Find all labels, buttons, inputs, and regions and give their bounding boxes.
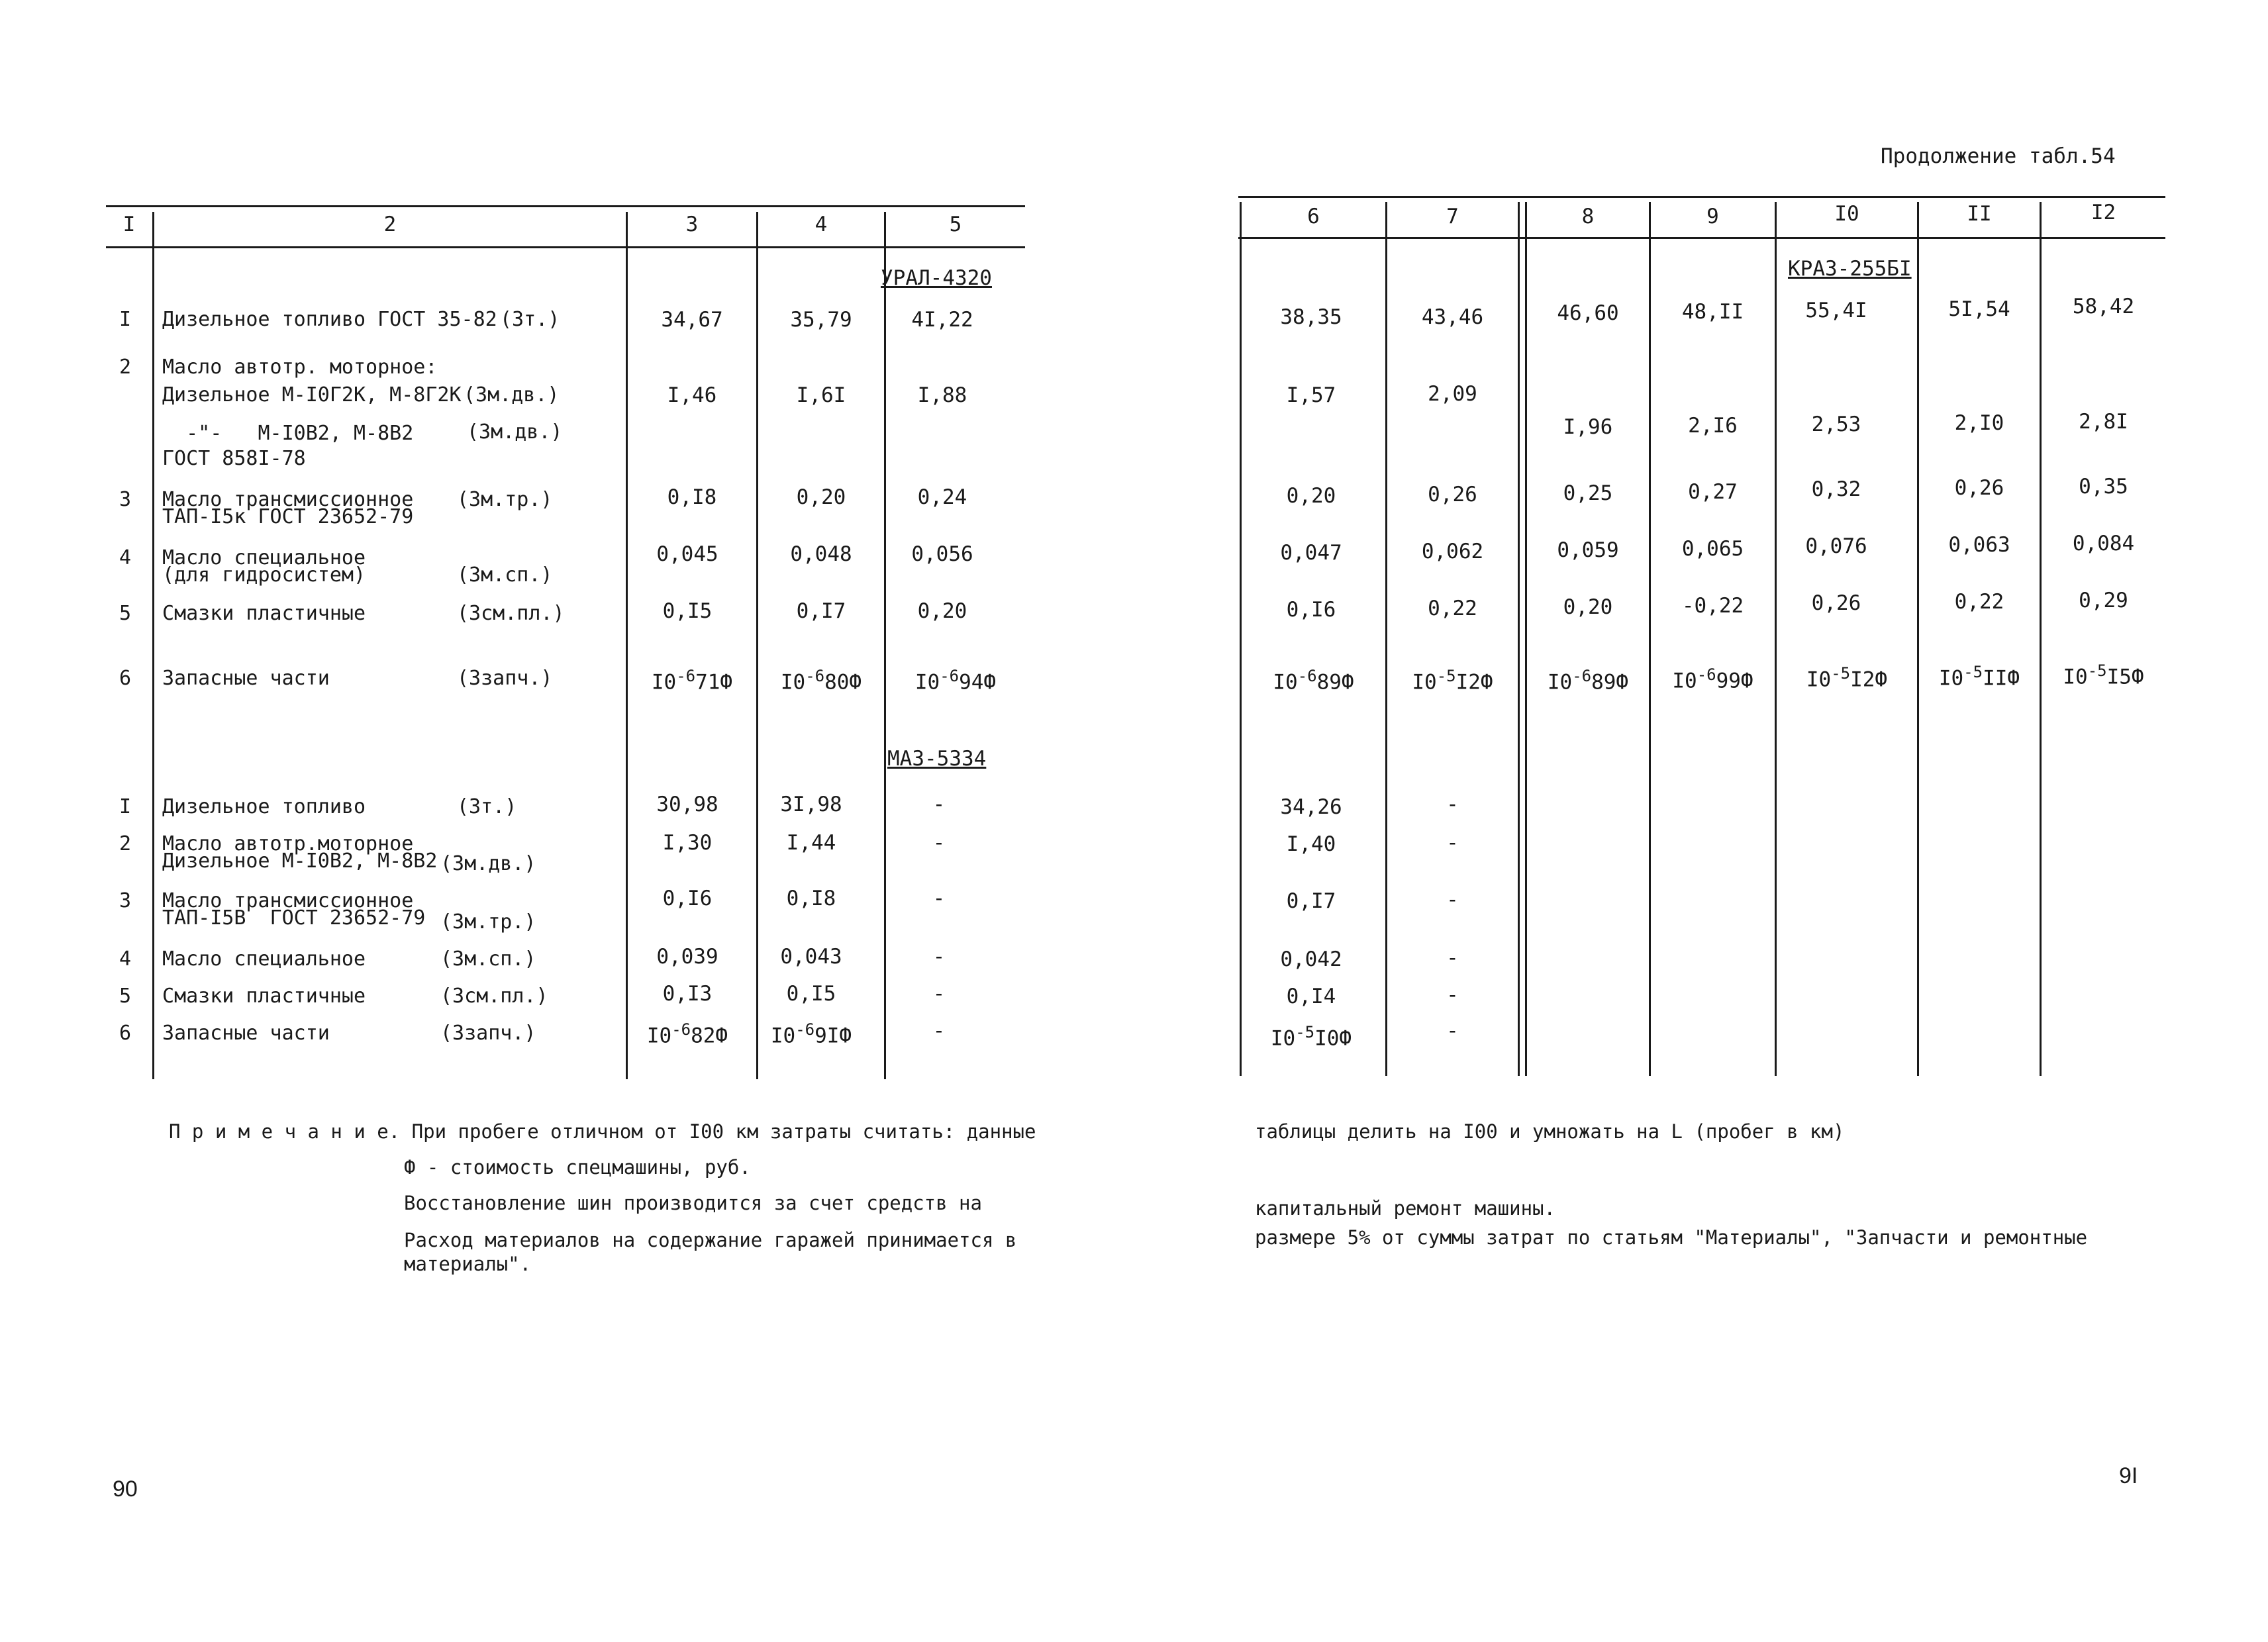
note-line: капитальный ремонт машины. <box>1255 1197 1555 1220</box>
cell-col11: $I0^{-5}IIФ$ <box>1938 663 2020 691</box>
cell-col6: 0,20 <box>1286 484 1336 508</box>
cell-col8: $I0^{-6}89Ф$ <box>1547 667 1629 695</box>
right-col-divider-5 <box>1917 202 1919 1076</box>
group-label-maz: МАЗ-5334 <box>887 747 987 771</box>
cell-col7: 0,26 <box>1428 483 1477 507</box>
note-line: таблицы делить на I00 и умножать на L (пробег в км) <box>1255 1120 1845 1143</box>
cell-col9: $I0^{-6}99Ф$ <box>1672 665 1753 693</box>
cell-col8: 46,60 <box>1557 301 1619 325</box>
cell-col10: 0,076 <box>1805 534 1867 558</box>
cell-col5: - <box>932 1019 946 1043</box>
note-line: материалы". <box>404 1253 532 1275</box>
row-number: 6 <box>119 667 132 690</box>
cell-col6: 0,I6 <box>1286 598 1336 622</box>
cell-col11: 0,22 <box>1954 590 2004 614</box>
row-label-line2: ТАП-I5В ГОСТ 23652-79 <box>162 906 426 930</box>
cell-col11: 5I,54 <box>1948 297 2010 321</box>
cell-col9: -0,22 <box>1681 594 1744 618</box>
row-label-line2: (для гидросистем) <box>162 563 366 587</box>
cell-col7: 43,46 <box>1421 305 1484 329</box>
row-label: Запасные части <box>162 667 330 690</box>
note-line: Восстановление шин производится за счет средств на <box>404 1192 982 1214</box>
cell-col12: 0,29 <box>2079 589 2128 612</box>
right-col-divider-6 <box>2040 202 2042 1076</box>
row-label-line2: Дизельное М-I0В2, М-8В2 <box>162 849 438 873</box>
left-table-header-rule <box>106 246 1025 248</box>
cell-col6: 0,047 <box>1280 541 1342 565</box>
cell-col10: 55,4I <box>1805 299 1867 322</box>
cell-col5: - <box>932 793 946 816</box>
cell-col6: I,40 <box>1286 832 1336 856</box>
right-header-col-9: 9 <box>1706 205 1719 228</box>
row-unit: (Зт.) <box>500 308 560 331</box>
row-label: Масло трансмиссионное <box>162 889 414 912</box>
cell-col5: I,88 <box>917 383 967 407</box>
cell-col12: 0,084 <box>2072 532 2135 555</box>
note-line: П р и м е ч а н и е. При пробеге отличном от I00 км затраты считать: данные <box>169 1120 1036 1143</box>
right-col-divider-2b <box>1525 202 1527 1076</box>
cell-col9: 0,27 <box>1688 480 1738 504</box>
cell-col5: 0,20 <box>917 599 967 623</box>
right-header-col-11: II <box>1967 202 1992 226</box>
cell-col3: 0,I8 <box>667 485 717 509</box>
row-number: 2 <box>119 356 132 379</box>
right-col-divider-1 <box>1385 202 1387 1076</box>
cell-col3: 0,I6 <box>662 887 713 910</box>
cell-col6: 34,26 <box>1280 795 1342 819</box>
cell-col3: I,46 <box>667 383 717 407</box>
cell-col12: $I0^{-5}I5Ф$ <box>2063 661 2144 689</box>
row-label-line2: ТАП-I5к ГОСТ 23652-79 <box>162 505 414 528</box>
row-label: Смазки пластичные <box>162 985 366 1008</box>
cell-col7: 0,22 <box>1428 597 1477 620</box>
cell-col10: $I0^{-5}I2Ф$ <box>1806 664 1888 692</box>
row-label: Масло специальное <box>162 546 366 569</box>
left-header-col-2: 2 <box>383 213 397 236</box>
cell-col6: $I0^{-5}I0Ф$ <box>1270 1023 1352 1051</box>
cell-col4: $I0^{-6}80Ф$ <box>780 667 862 695</box>
cell-col5: - <box>932 887 946 910</box>
cell-col11: 0,063 <box>1948 533 2010 557</box>
cell-col10: 0,26 <box>1811 591 1861 615</box>
right-col-divider-0 <box>1240 202 1242 1076</box>
row-unit: (Зм.тр.) <box>440 910 536 934</box>
cell-col12: 58,42 <box>2072 295 2135 318</box>
row-label: Масло автотр. моторное: <box>162 356 438 379</box>
right-header-col-6: 6 <box>1307 205 1320 228</box>
row-label: -"- М-I0В2, М-8В2 <box>162 422 414 445</box>
cell-col6: I,57 <box>1286 383 1336 407</box>
cell-col5: - <box>932 945 946 969</box>
cell-col4: 0,20 <box>796 485 846 509</box>
right-table-top-rule <box>1238 196 2165 198</box>
row-unit: (Ззапч.) <box>457 667 553 690</box>
cell-col4: I,6I <box>796 383 846 407</box>
row-unit: (Зсм.пл.) <box>457 602 565 625</box>
row-unit: (Ззапч.) <box>440 1022 536 1045</box>
left-header-col-1: I <box>123 213 136 236</box>
cell-col6: $I0^{-6}89Ф$ <box>1273 667 1354 695</box>
cell-col6: 38,35 <box>1280 305 1342 329</box>
row-unit: (Зт.) <box>457 795 517 818</box>
row-label: Масло специальное <box>162 947 366 971</box>
cell-col7: - <box>1446 831 1459 855</box>
row-label: Дизельное М-I0Г2К, М-8Г2К <box>162 383 462 407</box>
cell-col8: 0,25 <box>1563 481 1613 505</box>
note-line: Ф - стоимость спецмашины, руб. <box>404 1156 751 1179</box>
cell-col7: $I0^{-5}I2Ф$ <box>1412 667 1493 695</box>
row-number: 4 <box>119 546 132 569</box>
group-label-ural: УРАЛ-4320 <box>881 266 992 290</box>
cell-col10: 0,32 <box>1811 477 1861 501</box>
row-label-line2: ГОСТ 858I-78 <box>162 447 306 470</box>
row-label: Смазки пластичные <box>162 602 366 625</box>
cell-col5: 0,24 <box>917 485 967 509</box>
cell-col11: 0,26 <box>1954 476 2004 500</box>
cell-col8: I,96 <box>1563 415 1613 439</box>
cell-col6: 0,I4 <box>1286 985 1336 1008</box>
cell-col4: 35,79 <box>790 308 852 332</box>
row-number: 3 <box>119 889 132 912</box>
cell-col3: 34,67 <box>661 308 723 332</box>
row-number: 2 <box>119 832 132 855</box>
row-unit: (Зм.дв.) <box>464 383 560 407</box>
row-number: 4 <box>119 947 132 971</box>
row-label: Масло трансмиссионное <box>162 488 414 511</box>
cell-col4: I,44 <box>786 831 836 855</box>
cell-col7: - <box>1446 983 1459 1007</box>
cell-col7: 0,062 <box>1421 540 1484 563</box>
row-unit: (Зм.сп.) <box>440 947 536 971</box>
row-label: Запасные части <box>162 1022 330 1045</box>
cell-col6: 0,042 <box>1280 947 1342 971</box>
cell-col9: 48,II <box>1681 300 1744 324</box>
row-number: 5 <box>119 985 132 1008</box>
right-col-divider-3 <box>1649 202 1651 1076</box>
cell-col6: 0,I7 <box>1286 889 1336 913</box>
right-header-col-7: 7 <box>1446 205 1459 228</box>
right-table-header-rule <box>1238 237 2165 239</box>
cell-col5: 0,056 <box>911 542 973 566</box>
cell-col10: 2,53 <box>1811 412 1861 436</box>
cell-col4: 0,I7 <box>796 599 846 623</box>
row-unit: (Зсм.пл.) <box>440 985 548 1008</box>
left-header-col-5: 5 <box>949 213 962 236</box>
cell-col12: 2,8I <box>2079 410 2128 434</box>
row-label: Дизельное топливо <box>162 795 366 818</box>
note-line: Расход материалов на содержание гаражей принимается в <box>404 1229 1017 1251</box>
cell-col7: - <box>1446 1019 1459 1043</box>
cell-col3: 0,I5 <box>662 599 713 623</box>
cell-col4: 0,I8 <box>786 887 836 910</box>
group-label-kraz: КРАЗ-255БI <box>1788 257 1912 281</box>
right-col-divider-4 <box>1775 202 1777 1076</box>
row-unit: (Зм.дв.) <box>467 420 563 444</box>
cell-col9: 0,065 <box>1681 537 1744 561</box>
cell-col3: 30,98 <box>656 793 718 816</box>
cell-col4: 3I,98 <box>780 793 842 816</box>
cell-col7: 2,09 <box>1428 382 1477 406</box>
cell-col5: 4I,22 <box>911 308 973 332</box>
row-number: 5 <box>119 602 132 625</box>
cell-col4: 0,043 <box>780 945 842 969</box>
cell-col11: 2,I0 <box>1954 411 2004 435</box>
cell-col8: 0,20 <box>1563 595 1613 619</box>
page-number-right: 9I <box>2119 1463 2138 1488</box>
right-header-col-10: I0 <box>1834 202 1859 226</box>
page-number-left: 90 <box>113 1476 138 1502</box>
row-label: Масло автотр.моторное <box>162 832 414 855</box>
left-col-divider-1 <box>152 212 154 1079</box>
row-number: I <box>119 308 132 331</box>
cell-col3: I,30 <box>662 831 713 855</box>
cell-col4: 0,048 <box>790 542 852 566</box>
row-number: I <box>119 795 132 818</box>
cell-col5: - <box>932 831 946 855</box>
cell-col3: 0,045 <box>656 542 718 566</box>
row-unit: (Зм.сп.) <box>457 563 553 587</box>
cell-col4: $I0^{-6}9IФ$ <box>770 1020 852 1048</box>
cell-col3: $I0^{-6}82Ф$ <box>646 1020 728 1048</box>
row-unit: (Зм.дв.) <box>440 852 536 875</box>
cell-col5: $I0^{-6}94Ф$ <box>914 667 997 695</box>
left-header-col-4: 4 <box>814 213 828 236</box>
continuation-title: Продолжение табл.54 <box>1881 144 2116 168</box>
left-table-top-rule <box>106 205 1025 207</box>
cell-col3: 0,I3 <box>662 982 713 1006</box>
row-number: 6 <box>119 1022 132 1045</box>
row-unit: (Зм.тр.) <box>457 488 553 511</box>
left-header-col-3: 3 <box>685 213 699 236</box>
right-col-divider-2a <box>1518 202 1520 1076</box>
right-header-col-12: I2 <box>2091 201 2116 224</box>
row-label: Дизельное топливо ГОСТ 35-82 <box>162 308 497 331</box>
cell-col7: - <box>1446 793 1459 816</box>
cell-col7: - <box>1446 888 1459 912</box>
cell-col3: 0,039 <box>656 945 718 969</box>
right-header-col-8: 8 <box>1581 205 1595 228</box>
cell-col8: 0,059 <box>1557 538 1619 562</box>
cell-col5: - <box>932 982 946 1006</box>
note-line: размере 5% от суммы затрат по статьям "Материалы", "Запчасти и ремонтные <box>1255 1226 2088 1249</box>
cell-col4: 0,I5 <box>786 982 836 1006</box>
row-number: 3 <box>119 488 132 511</box>
cell-col7: - <box>1446 946 1459 970</box>
cell-col3: $I0^{-6}71Ф$ <box>651 667 733 695</box>
cell-col9: 2,I6 <box>1688 414 1738 438</box>
cell-col12: 0,35 <box>2079 475 2128 499</box>
